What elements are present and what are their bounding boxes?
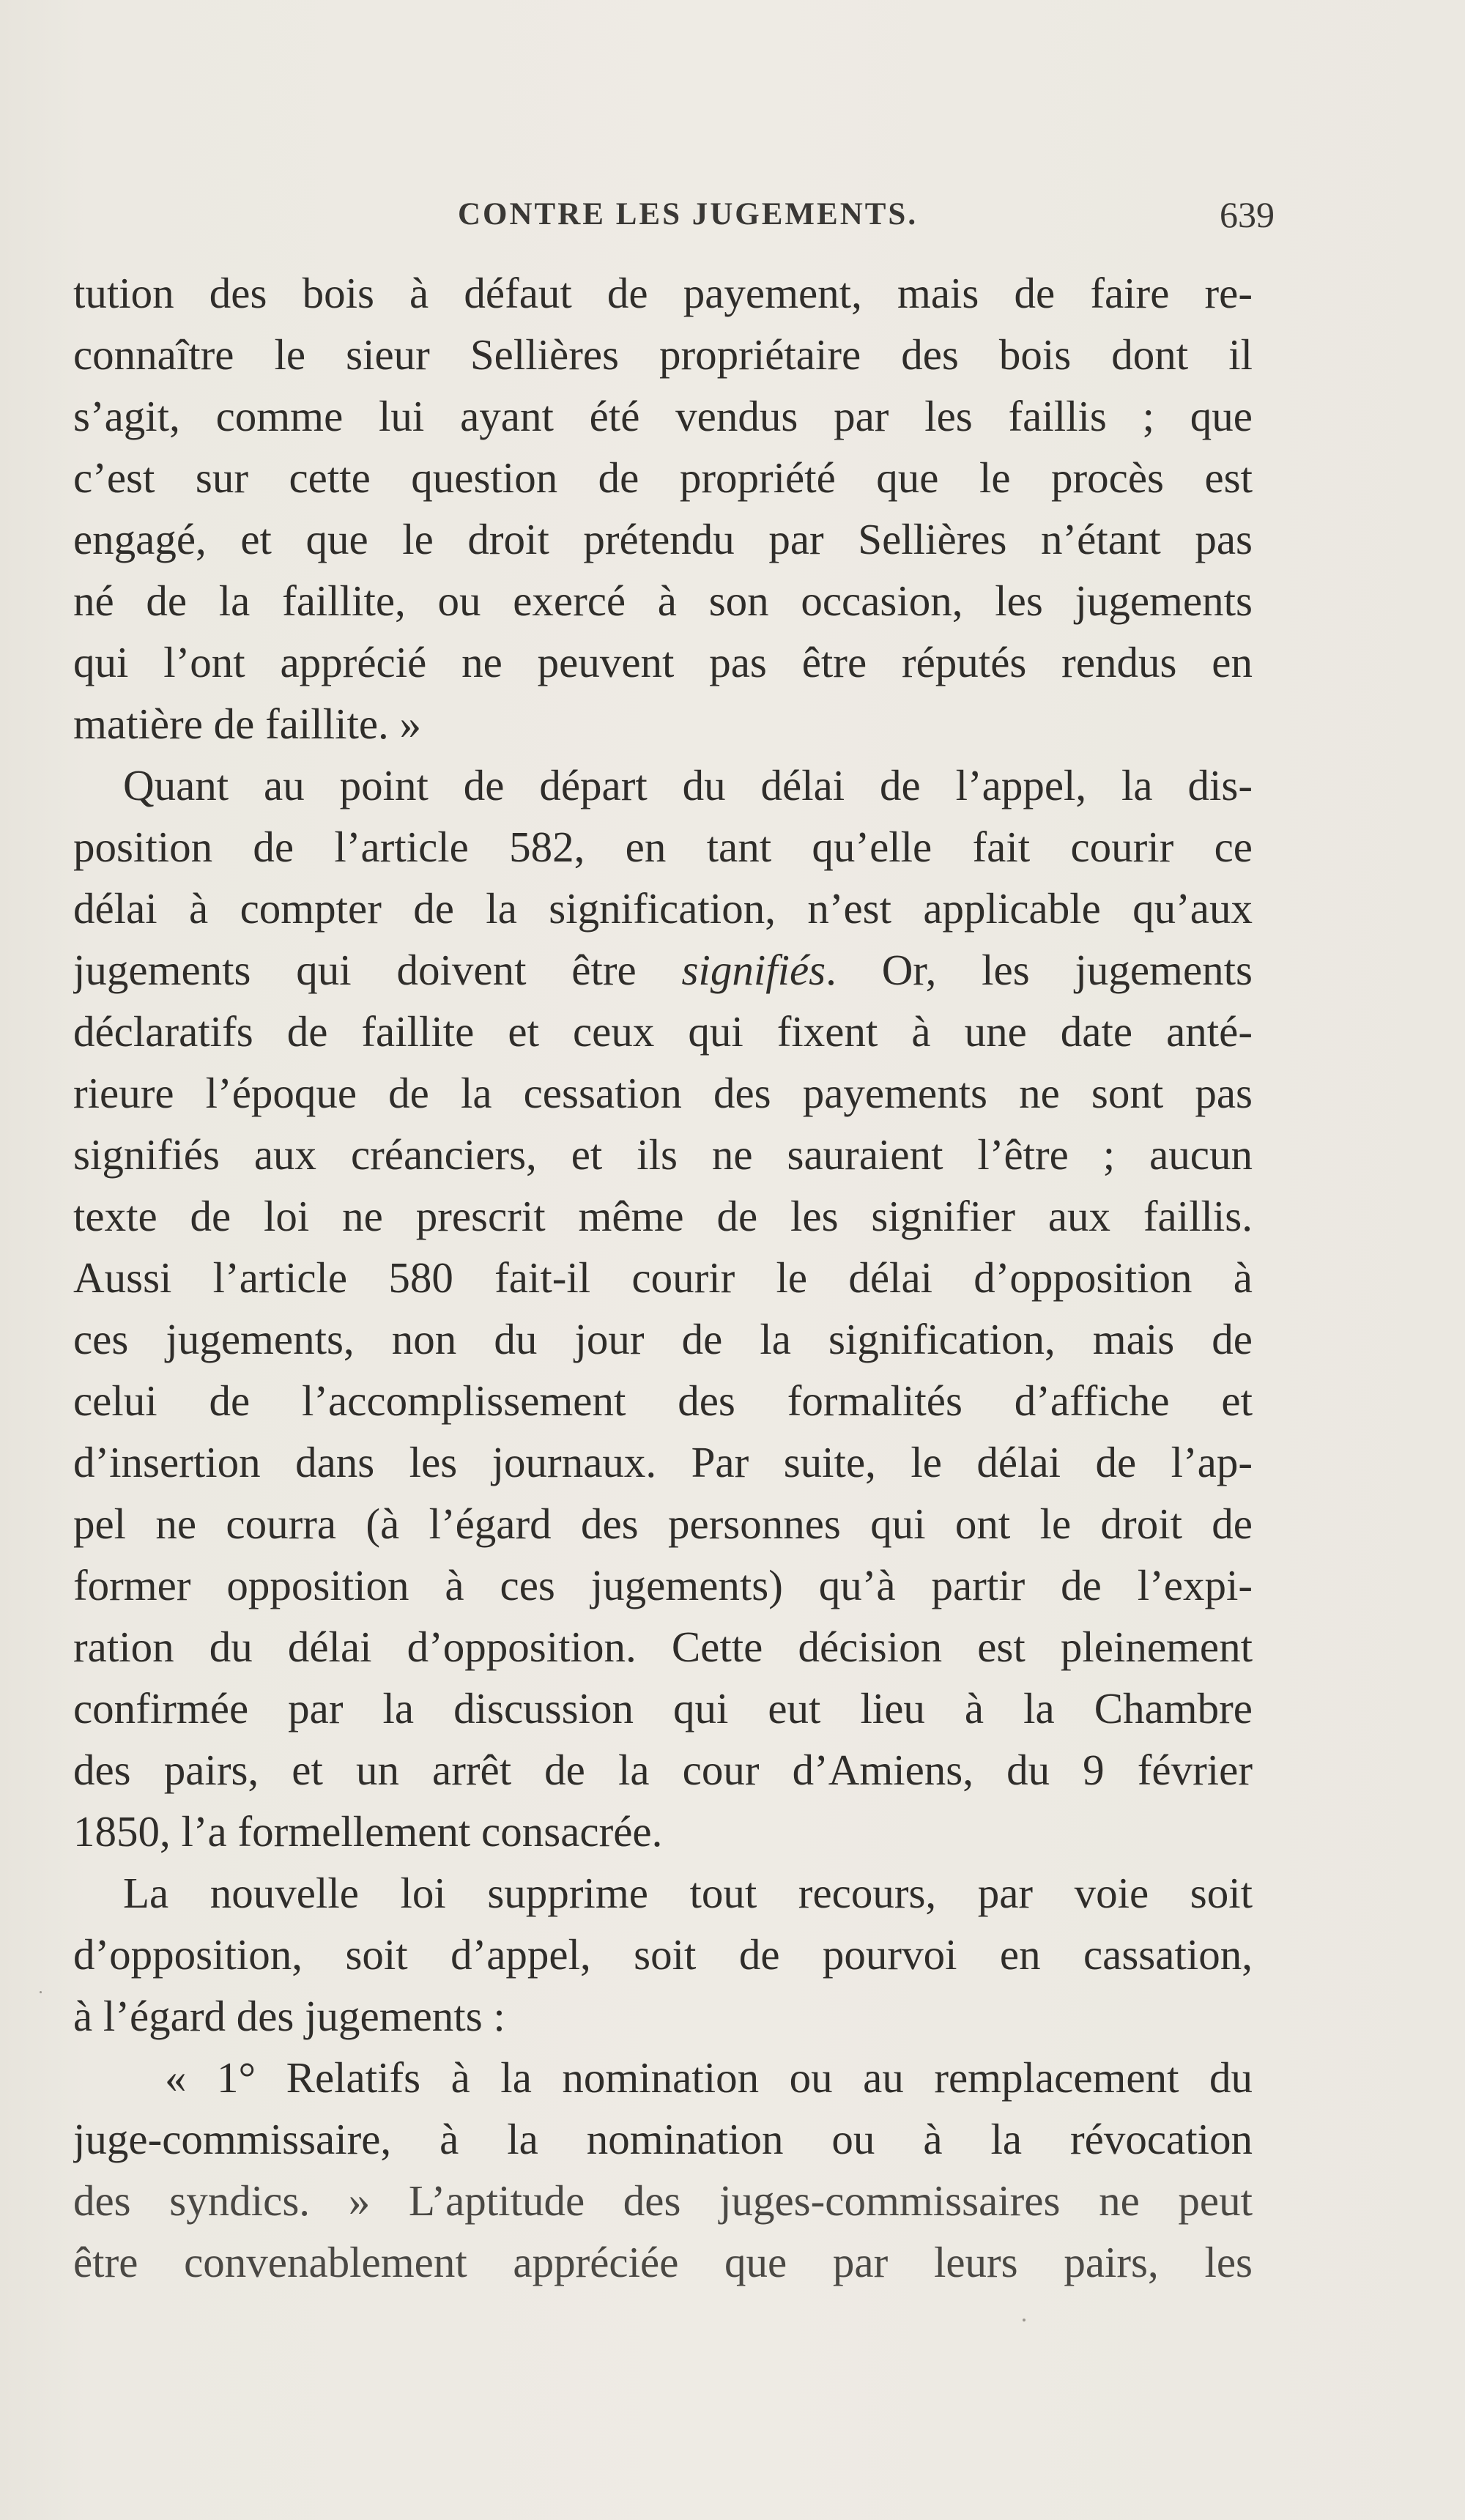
text-line: s’agit, comme lui ayant été vendus par les faillis ; que (73, 392, 1253, 440)
text-line: des pairs, et un arrêt de la cour d’Amiens, du 9 février (73, 1746, 1253, 1794)
text-line: juge-commissaire, à la nomination ou à la révocation (73, 2115, 1253, 2163)
paragraph-start-line: Quant au point de départ du délai de l’appel, la dis- (123, 761, 1253, 809)
text-line: pel ne courra (à l’égard des personnes qui ont le droit de (73, 1500, 1253, 1548)
text-line: délai à compter de la signification, n’est applicable qu’aux (73, 884, 1253, 933)
text-segment: jugements qui doivent être (73, 946, 637, 994)
text-line: signifiés aux créanciers, et ils ne sauraient l’être ; aucun (73, 1130, 1253, 1179)
text-line: texte de loi ne prescrit même de les signifier aux faillis. (73, 1192, 1253, 1240)
body-text (73, 262, 1253, 2293)
text-line: position de l’article 582, en tant qu’elle fait courir ce (73, 823, 1253, 871)
text-line: engagé, et que le droit prétendu par Sellières n’étant pas (73, 515, 1253, 563)
text-line: être convenablement appréciée que par leurs pairs, les (73, 2238, 1253, 2286)
text-line: qui l’ont apprécié ne peuvent pas être réputés rendus en (73, 638, 1253, 686)
page-number: 639 (1220, 194, 1275, 235)
text-line: celui de l’accomplissement des formalités d’affiche et (73, 1376, 1253, 1425)
text-line: ration du délai d’opposition. Cette décision est pleinement (73, 1623, 1253, 1671)
italic-word: signifiés (681, 946, 826, 994)
text-line: former opposition à ces jugements) qu’à partir de l’expi- (73, 1561, 1253, 1609)
text-line: c’est sur cette question de propriété que le procès est (73, 453, 1253, 502)
text-segment: . Or, les jugements (826, 946, 1253, 994)
page-header (73, 196, 1275, 240)
text-line: né de la faillite, ou exercé à son occasion, les jugements (73, 577, 1253, 625)
text-line: d’opposition, soit d’appel, soit de pourvoi en cassation, (73, 1930, 1253, 1979)
paragraph-start-line: « 1° Relatifs à la nomination ou au remplacement du (165, 2053, 1253, 2102)
text-line: connaître le sieur Sellières propriétaire des bois dont il (73, 330, 1253, 379)
paper-speck (1023, 2319, 1026, 2321)
text-line-with-italic (73, 939, 1253, 1001)
text-line: matière de faillite. » (73, 700, 422, 748)
running-title: CONTRE LES JUGEMENTS. (458, 197, 919, 231)
text-line: confirmée par la discussion qui eut lieu à la Chambre (73, 1684, 1253, 1732)
text-line: déclaratifs de faillite et ceux qui fixent à une date anté- (73, 1007, 1253, 1056)
text-line: 1850, l’a formellement consacrée. (73, 1807, 663, 1856)
text-line: tution des bois à défaut de payement, mais de faire re- (73, 269, 1253, 317)
text-line: des syndics. » L’aptitude des juges-commissaires ne peut (73, 2176, 1253, 2225)
text-line: d’insertion dans les journaux. Par suite, le délai de l’ap- (73, 1438, 1253, 1486)
paragraph-start-line: La nouvelle loi supprime tout recours, par voie soit (123, 1869, 1253, 1917)
text-line: rieure l’époque de la cessation des payements ne sont pas (73, 1069, 1253, 1117)
text-line: Aussi l’article 580 fait-il courir le délai d’opposition à (73, 1253, 1253, 1302)
text-line: à l’égard des jugements : (73, 1992, 505, 2040)
text-line: ces jugements, non du jour de la signification, mais de (73, 1315, 1253, 1363)
paper-speck (40, 1991, 42, 1993)
